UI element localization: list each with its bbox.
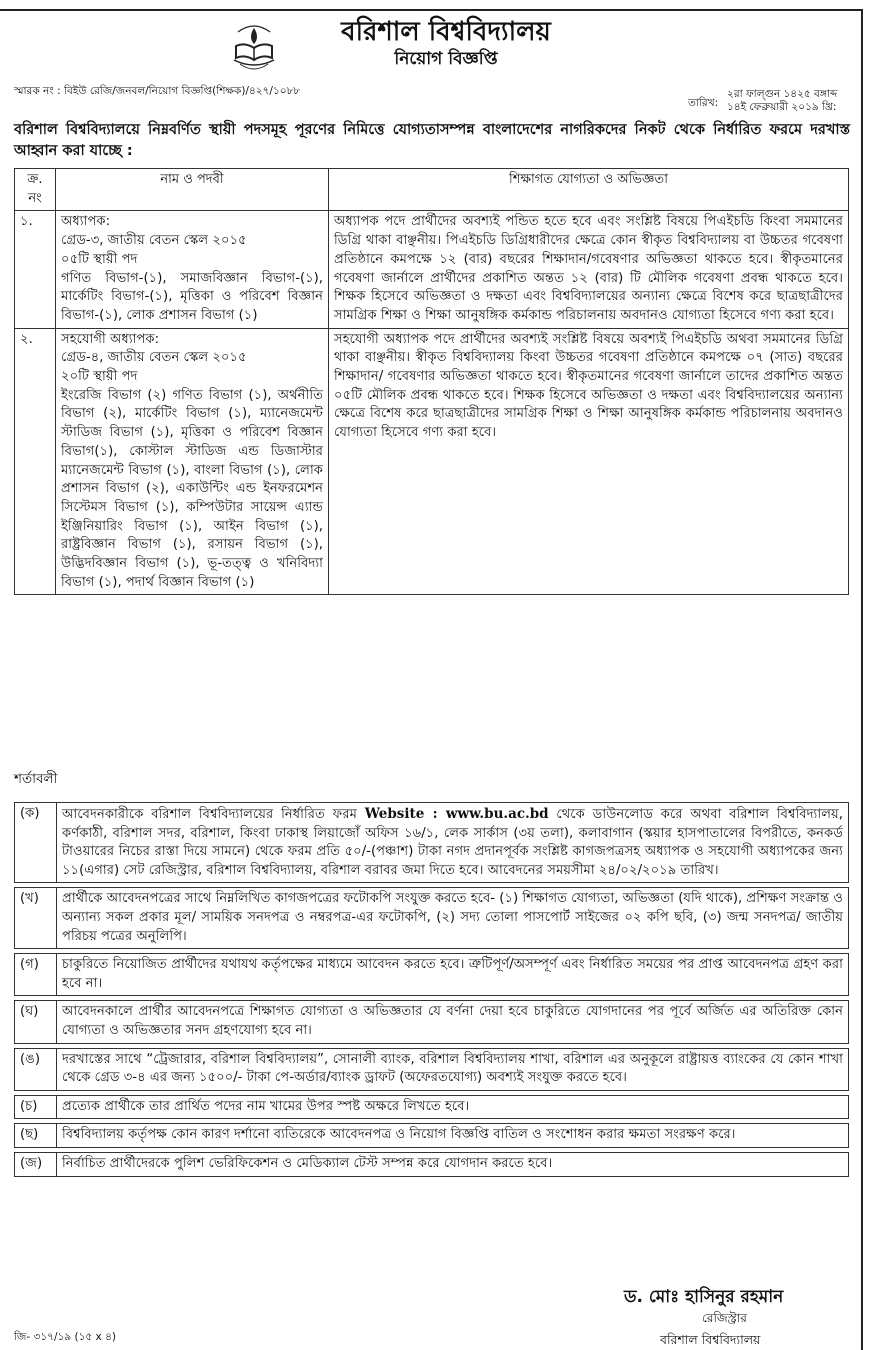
- term-label: (ক): [15, 803, 57, 883]
- terms-table: [14, 802, 849, 1177]
- post-title: অধ্যাপক:: [61, 214, 111, 230]
- signatory-name: ড. মোঃ হাসিনুর রহমান: [624, 1287, 784, 1307]
- table-row: [15, 211, 849, 328]
- term-text: প্রত্যেক প্রার্থীকে তার প্রার্থিত পদের নাম খামের উপর স্পষ্ট অক্ষরে লিখতে হবে।: [57, 1095, 849, 1119]
- term-row: [15, 954, 849, 996]
- term-text-before: আবেদনকারীকে বরিশাল বিশ্ববিদ্যালয়ের নির্ধারিত ফরম: [62, 807, 365, 822]
- term-label: (গ): [15, 954, 57, 996]
- term-label: (ঙ): [15, 1048, 57, 1090]
- top-border: [0, 9, 863, 11]
- table-row: [15, 328, 849, 595]
- term-row: [15, 888, 849, 949]
- header-serial: ক্র. নং: [15, 169, 56, 211]
- signatory-organization: বরিশাল বিশ্ববিদ্যালয়: [660, 1332, 761, 1347]
- term-row: [15, 1095, 849, 1119]
- qualification-text: সহযোগী অধ্যাপক পদে প্রার্থীদের অবশ্যই সংশ্লিষ্ট বিষয়ে অবশ্যই পিএইচডি অথবা সমমানের ডিগ্রি থাকা বাঞ্ছনীয়। স্বীকৃত বিশ্ববিদ্যালয় কিংবা উচ্চতর গবেষণা প্রতিষ্ঠানে কমপক্ষে ০৭ (সাত) বছরের শিক্ষাদান/ গবেষণার অভিজ্ঞতা থাকতে হবে। স্বীকৃতমানের গবেষণা জার্নালে তাদের প্রকাশিত অন্তত ০৫টি মৌলিক প্রবন্ধ থাকতে হবে। শিক্ষক হিসেবে অভিজ্ঞতা ও দক্ষতা এবং বিশ্ববিদ্যালয়ের অন্যান্য ক্ষেত্রে বিশেষ করে ছাত্রছাত্রীদের সামগ্রিক শিক্ষা ও শিক্ষা আনুষঙ্গিক কর্মকান্ড পরিচালনায় অবদানও যোগ্যতা হিসেবে গণ্য করা হবে।: [329, 328, 849, 595]
- term-text: [57, 803, 849, 883]
- term-text: আবেদনকালে প্রার্থীর আবেদনপত্রে শিক্ষাগত যোগ্যতা ও অভিজ্ঞতার যে বর্ণনা দেয়া হবে চাকুরিতে যোগদানের পর পূর্বে অর্জিত এর অতিরিক্ত কোন যোগ্যতা ও অভিজ্ঞতার সনদ গ্রহণযোগ্য হবে না।: [57, 1001, 849, 1043]
- right-border: [861, 9, 863, 1350]
- intro-paragraph: বরিশাল বিশ্ববিদ্যালয়ে নিম্নবর্ণিত স্থায়ী পদসমূহ পূরণের নিমিত্তে যোগ্যতাসম্পন্ন বাংলাদেশের নাগরিকদের নিকট থেকে নির্ধারিত ফরমে দরখাস্ত আহ্বান করা যাচ্ছে :: [14, 122, 850, 159]
- term-text: দরখাস্তের সাথে “ট্রেজারার, বরিশাল বিশ্ববিদ্যালয়”, সোনালী ব্যাংক, বরিশাল বিশ্ববিদ্যালয় শাখা, বরিশাল এর অনুকূলে রাষ্ট্রায়ত্ত ব্যাংকের যে কোন শাখা থেকে গ্রেড ৩-৪ এর জন্য ১৫০০/- টাকা পে-অর্ডার/ব্যাংক ড্রাফট (অফেরতযোগ্য) অবশ্যই সংযুক্ত করতে হবে।: [57, 1048, 849, 1090]
- post-departments: গণিত বিভাগ-(১), সমাজবিজ্ঞান বিভাগ-(১), মার্কেটিং বিভাগ-(১), মৃত্তিকা ও পরিবেশ বিজ্ঞান বিভাগ-(১), লোক প্রশাসন বিভাগ (১): [61, 270, 323, 323]
- publication-code: জি- ৩১৭/১৯ (১৫ x ৪): [14, 1331, 117, 1343]
- signatory-title: রেজিস্ট্রার: [702, 1311, 747, 1325]
- post-title: সহযোগী অধ্যাপক:: [61, 331, 160, 347]
- header-post: নাম ও পদবী: [56, 169, 329, 211]
- term-text: চাকুরিতে নিয়োজিত প্রার্থীদের যথাযথ কর্তৃপক্ষের মাধ্যমে আবেদন করতে হবে। ত্রুটিপূর্ণ/অসম্পূর্ণ এবং নির্ধারিত সময়ের পর প্রাপ্ত আবেদনপত্র গ্রহণ করা হবে না।: [57, 954, 849, 996]
- header-qualification: শিক্ষাগত যোগ্যতা ও অভিজ্ঞতা: [329, 169, 849, 211]
- row-serial: ২.: [15, 328, 56, 595]
- row-serial: ১.: [15, 211, 56, 328]
- university-title: বরিশাল বিশ্ববিদ্যালয়: [341, 17, 551, 47]
- post-count: ০৫টি স্থায়ী পদ: [61, 251, 138, 267]
- term-text: বিশ্ববিদ্যালয় কর্তৃপক্ষ কোন কারণ দর্শানো ব্যতিরেকে আবেদনপত্র ও নিয়োগ বিজ্ঞপ্তি বাতিল ও সংশোধন করার ক্ষমতা সংরক্ষণ করে।: [57, 1124, 849, 1148]
- term-row: [15, 1124, 849, 1148]
- term-text: প্রার্থীকে আবেদনপত্রের সাথে নিম্নলিখিত কাগজপত্রের ফটোকপি সংযুক্ত করতে হবে- (১) শিক্ষাগত যোগ্যতা, অভিজ্ঞতা (যদি থাকে), প্রশিক্ষণ সংক্রান্ত ও অন্যান্য সকল প্রকার মূল/ সাময়িক সনদপত্র ও নম্বরপত্র-এর ফটোকপি, (২) সদ্য তোলা পাসপোর্ট সাইজের ০২ কপি ছবি, (৩) জন্ম সনদপত্র/ জাতীয় পরিচয় পত্রের অনুলিপি।: [57, 888, 849, 949]
- term-label: (জ): [15, 1152, 57, 1176]
- term-row: [15, 1001, 849, 1043]
- post-grade: গ্রেড-৩, জাতীয় বেতন স্কেল ২০১৫: [61, 233, 247, 249]
- qualification-text: অধ্যাপক পদে প্রার্থীদের অবশ্যই পন্ডিত হতে হবে এবং সংশ্লিষ্ট বিষয়ে পিএইচডি কিংবা সমমানের ডিগ্রি থাকা বাঞ্ছনীয়। পিএইচডি ডিগ্রিধারীদের ক্ষেত্রে কোন স্বীকৃত বিশ্ববিদ্যালয় বা উচ্চতর গবেষণা প্রতিষ্ঠানে কমপক্ষে ১২ (বার) বছরের শিক্ষাদান/গবেষণার অভিজ্ঞতা থাকতে হবে। স্বীকৃতমানের গবেষণা জার্নালে প্রার্থীদের প্রকাশিত অন্তত ১২ (বার) টি মৌলিক গবেষণা প্রবন্ধ থাকতে হবে। শিক্ষক হিসেবে অভিজ্ঞতা ও দক্ষতা এবং বিশ্ববিদ্যালয়ের অন্যান্য ক্ষেত্রে বিশেষ করে ছাত্রছাত্রীদের সামগ্রিক শিক্ষা ও শিক্ষা আনুষঙ্গিক কর্মকান্ড পরিচালনায় অবদানও যোগ্যতা হিসেবে গণ্য করা হবে।: [329, 211, 849, 328]
- term-row: [15, 803, 849, 883]
- post-grade: গ্রেড-৪, জাতীয় বেতন স্কেল ২০১৫: [61, 350, 247, 366]
- term-label: (খ): [15, 888, 57, 949]
- terms-heading: শর্তাবলী: [14, 771, 58, 787]
- university-logo: [228, 18, 280, 74]
- memo-number: স্মারক নং : বিইউ রেজি/জনবল/নিয়োগ বিজ্ঞপ্তি(শিক্ষক)/৪২৭/১০৮৮: [14, 85, 301, 97]
- post-departments: ইংরেজি বিভাগ (২) গণিত বিভাগ (১), অর্থনীতি বিভাগ (২), মার্কেটিং বিভাগ (১), ম্যানেজমেন্ট স্টাডিজ বিভাগ (১), মৃত্তিকা ও পরিবেশ বিজ্ঞান বিভাগ(১), কোস্টাল স্টাডিজ এন্ড ডিজাস্টার ম্যানেজমেন্ট বিভাগ (১), বাংলা বিভাগ (১), লোক প্রশাসন বিভাগ (২), একাউন্টিং এন্ড ইনফরমেশন সিস্টেমস বিভাগ (১), কম্পিউটার সায়েন্স এ্যান্ড ইঞ্জিনিয়ারিং বিভাগ (১), আইন বিভাগ (১), রাষ্ট্রবিজ্ঞান বিভাগ (১), রসায়ন বিভাগ (১), উদ্ভিদবিজ্ঞান বিভাগ (১), ভূ-তত্ত্ব ও খনিবিদ্যা বিভাগ (১), পদার্থ বিজ্ঞান বিভাগ (১): [61, 387, 323, 590]
- term-row: [15, 1048, 849, 1090]
- date-bangla: ২রা ফাল্গুন ১৪২৫ বঙ্গাব্দ: [727, 88, 838, 100]
- notice-title: নিয়োগ বিজ্ঞপ্তি: [394, 49, 498, 69]
- post-details: [56, 328, 329, 595]
- term-label: (ঘ): [15, 1001, 57, 1043]
- date-label: তারিখ:: [688, 97, 719, 109]
- term-label: (চ): [15, 1095, 57, 1119]
- term-row: [15, 1152, 849, 1176]
- term-label: (ছ): [15, 1124, 57, 1148]
- post-count: ২০টি স্থায়ী পদ: [61, 369, 138, 385]
- date-english: ১৪ই ফেব্রুয়ারী ২০১৯ খ্রি:: [727, 101, 837, 113]
- term-text: নির্বাচিত প্রার্থীদেরকে পুলিশ ভেরিফিকেশন ও মেডিক্যাল টেস্ট সম্পন্ন করে যোগদান করতে হবে।: [57, 1152, 849, 1176]
- table-header-row: [15, 169, 849, 211]
- post-details: [56, 211, 329, 328]
- website-link[interactable]: Website : www.bu.ac.bd: [364, 806, 549, 822]
- term-text-after: থেকে ডাউনলোড করে অথবা বরিশাল বিশ্ববিদ্যালয়, কর্ণকাঠী, বরিশাল সদর, বরিশাল, কিংবা ঢাকাস্থ লিয়াজোঁ অফিস ১৬/১, লেক সার্কাস (৩য় তলা), কলাবাগান (স্কয়ার হাসপাতালের বিপরীতে, কনকর্ড টাওয়ারের নিচের রাস্তা দিয়ে সামনে) থেকে ফরম প্রতি ৫০/-(পঞ্চাশ) টাকা নগদ প্রদানপূর্বক সংশ্লিষ্ট কাগজপত্রসহ অধ্যাপক ও সহযোগী অধ্যাপকের জন্য ১১(এগার) সেট রেজিস্ট্রার, বরিশাল বিশ্ববিদ্যালয়, বরিশাল বরাবর জমা দিতে হবে। আবেদনের সময়সীমা ২৪/০২/২০১৯ তারিখ।: [62, 807, 843, 878]
- posts-table: [14, 168, 849, 595]
